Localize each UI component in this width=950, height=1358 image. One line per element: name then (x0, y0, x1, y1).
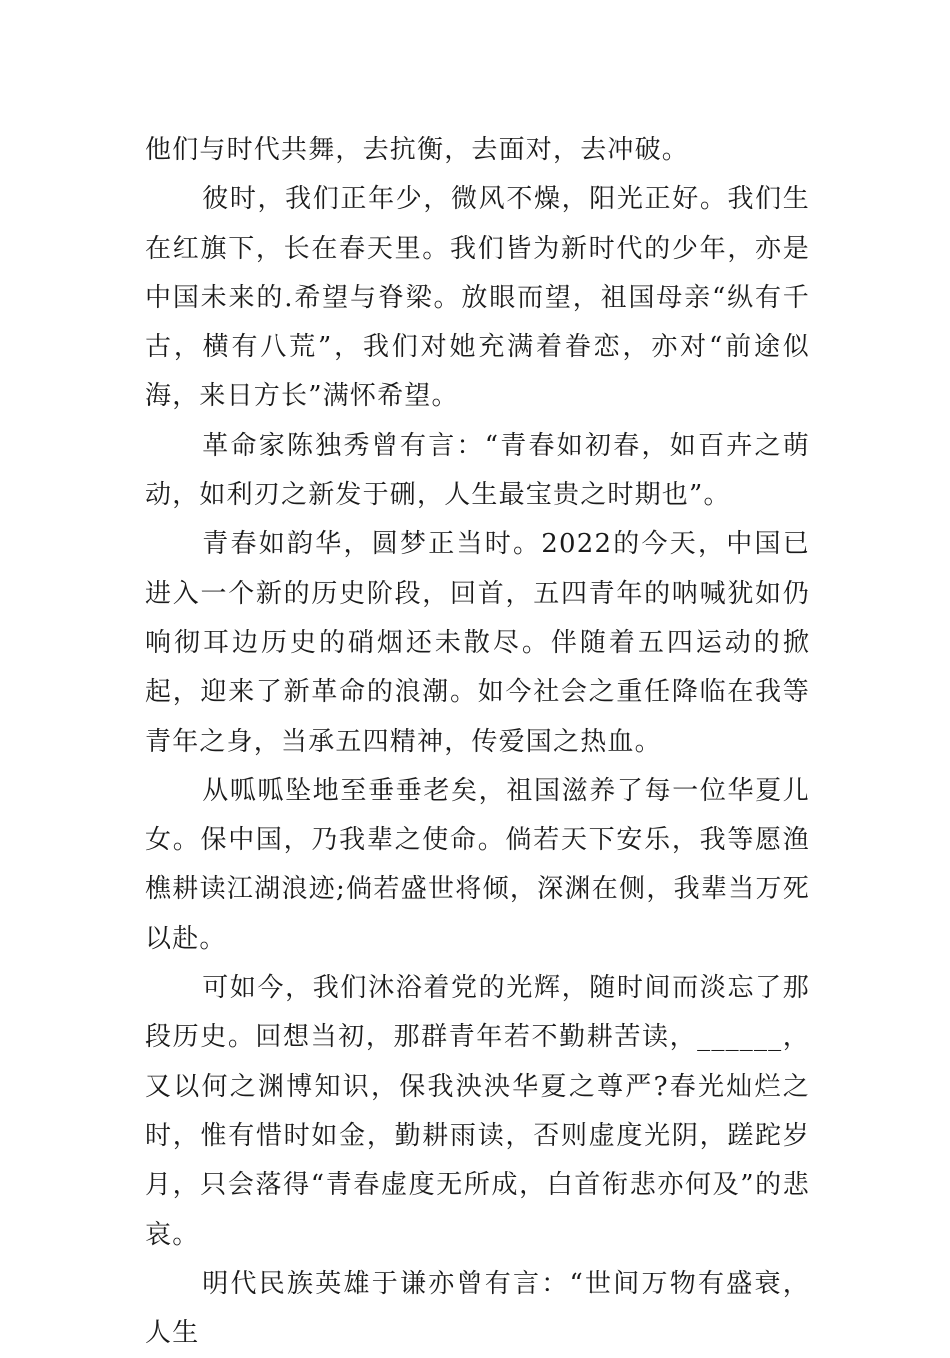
paragraph-youth-era: 彼时，我们正年少，微风不燥，阳光正好。我们生在红旗下，长在春天里。我们皆为新时代的少年，亦是中国未来的.希望与脊梁。放眼而望，祖国母亲“纵有千古，横有八荒”，我们对她充满着眷恋，亦对“前途似海，来日方长”满怀希望。 (145, 184, 810, 412)
paragraph-cherish-time: 可如今，我们沐浴着党的光辉，随时间而淡忘了那段历史。回想当初，那群青年若不勤耕苦读，______，又以何之渊博知识，保我泱泱华夏之尊严?春光灿烂之时，惟有惜时如金，勤耕雨读，否则虚度光阴，蹉跎岁月，只会落得“青春虚度无所成，白首衔悲亦何及”的悲哀。 (145, 973, 810, 1250)
paragraph-chen-duxiu-quote: 革命家陈独秀曾有言：“青春如初春，如百卉之萌动，如利刃之新发于硎，人生最宝贵之时期也”。 (145, 430, 810, 511)
paragraph-may-fourth: 青春如韵华，圆梦正当时。2022的今天，中国已进入一个新的历史阶段，回首，五四青年的呐喊犹如仍响彻耳边历史的硝烟还未散尽。伴随着五四运动的掀起，迎来了新革命的浪潮。如今社会之重任降临在我等青年之身，当承五四精神，传爱国之热血。 (145, 529, 810, 757)
document-body (145, 126, 810, 1358)
paragraph-continuation: 他们与时代共舞，去抗衡，去面对，去冲破。 (145, 135, 690, 165)
paragraph-yu-qian-quote: 明代民族英雄于谦亦曾有言：“世间万物有盛衰，人生 (145, 1268, 810, 1349)
paragraph-mission: 从呱呱坠地至垂垂老矣，祖国滋养了每一位华夏儿女。保中国，乃我辈之使命。倘若天下安乐，我等愿渔樵耕读江湖浪迹;倘若盛世将倾，深渊在侧，我辈当万死以赴。 (145, 775, 810, 954)
